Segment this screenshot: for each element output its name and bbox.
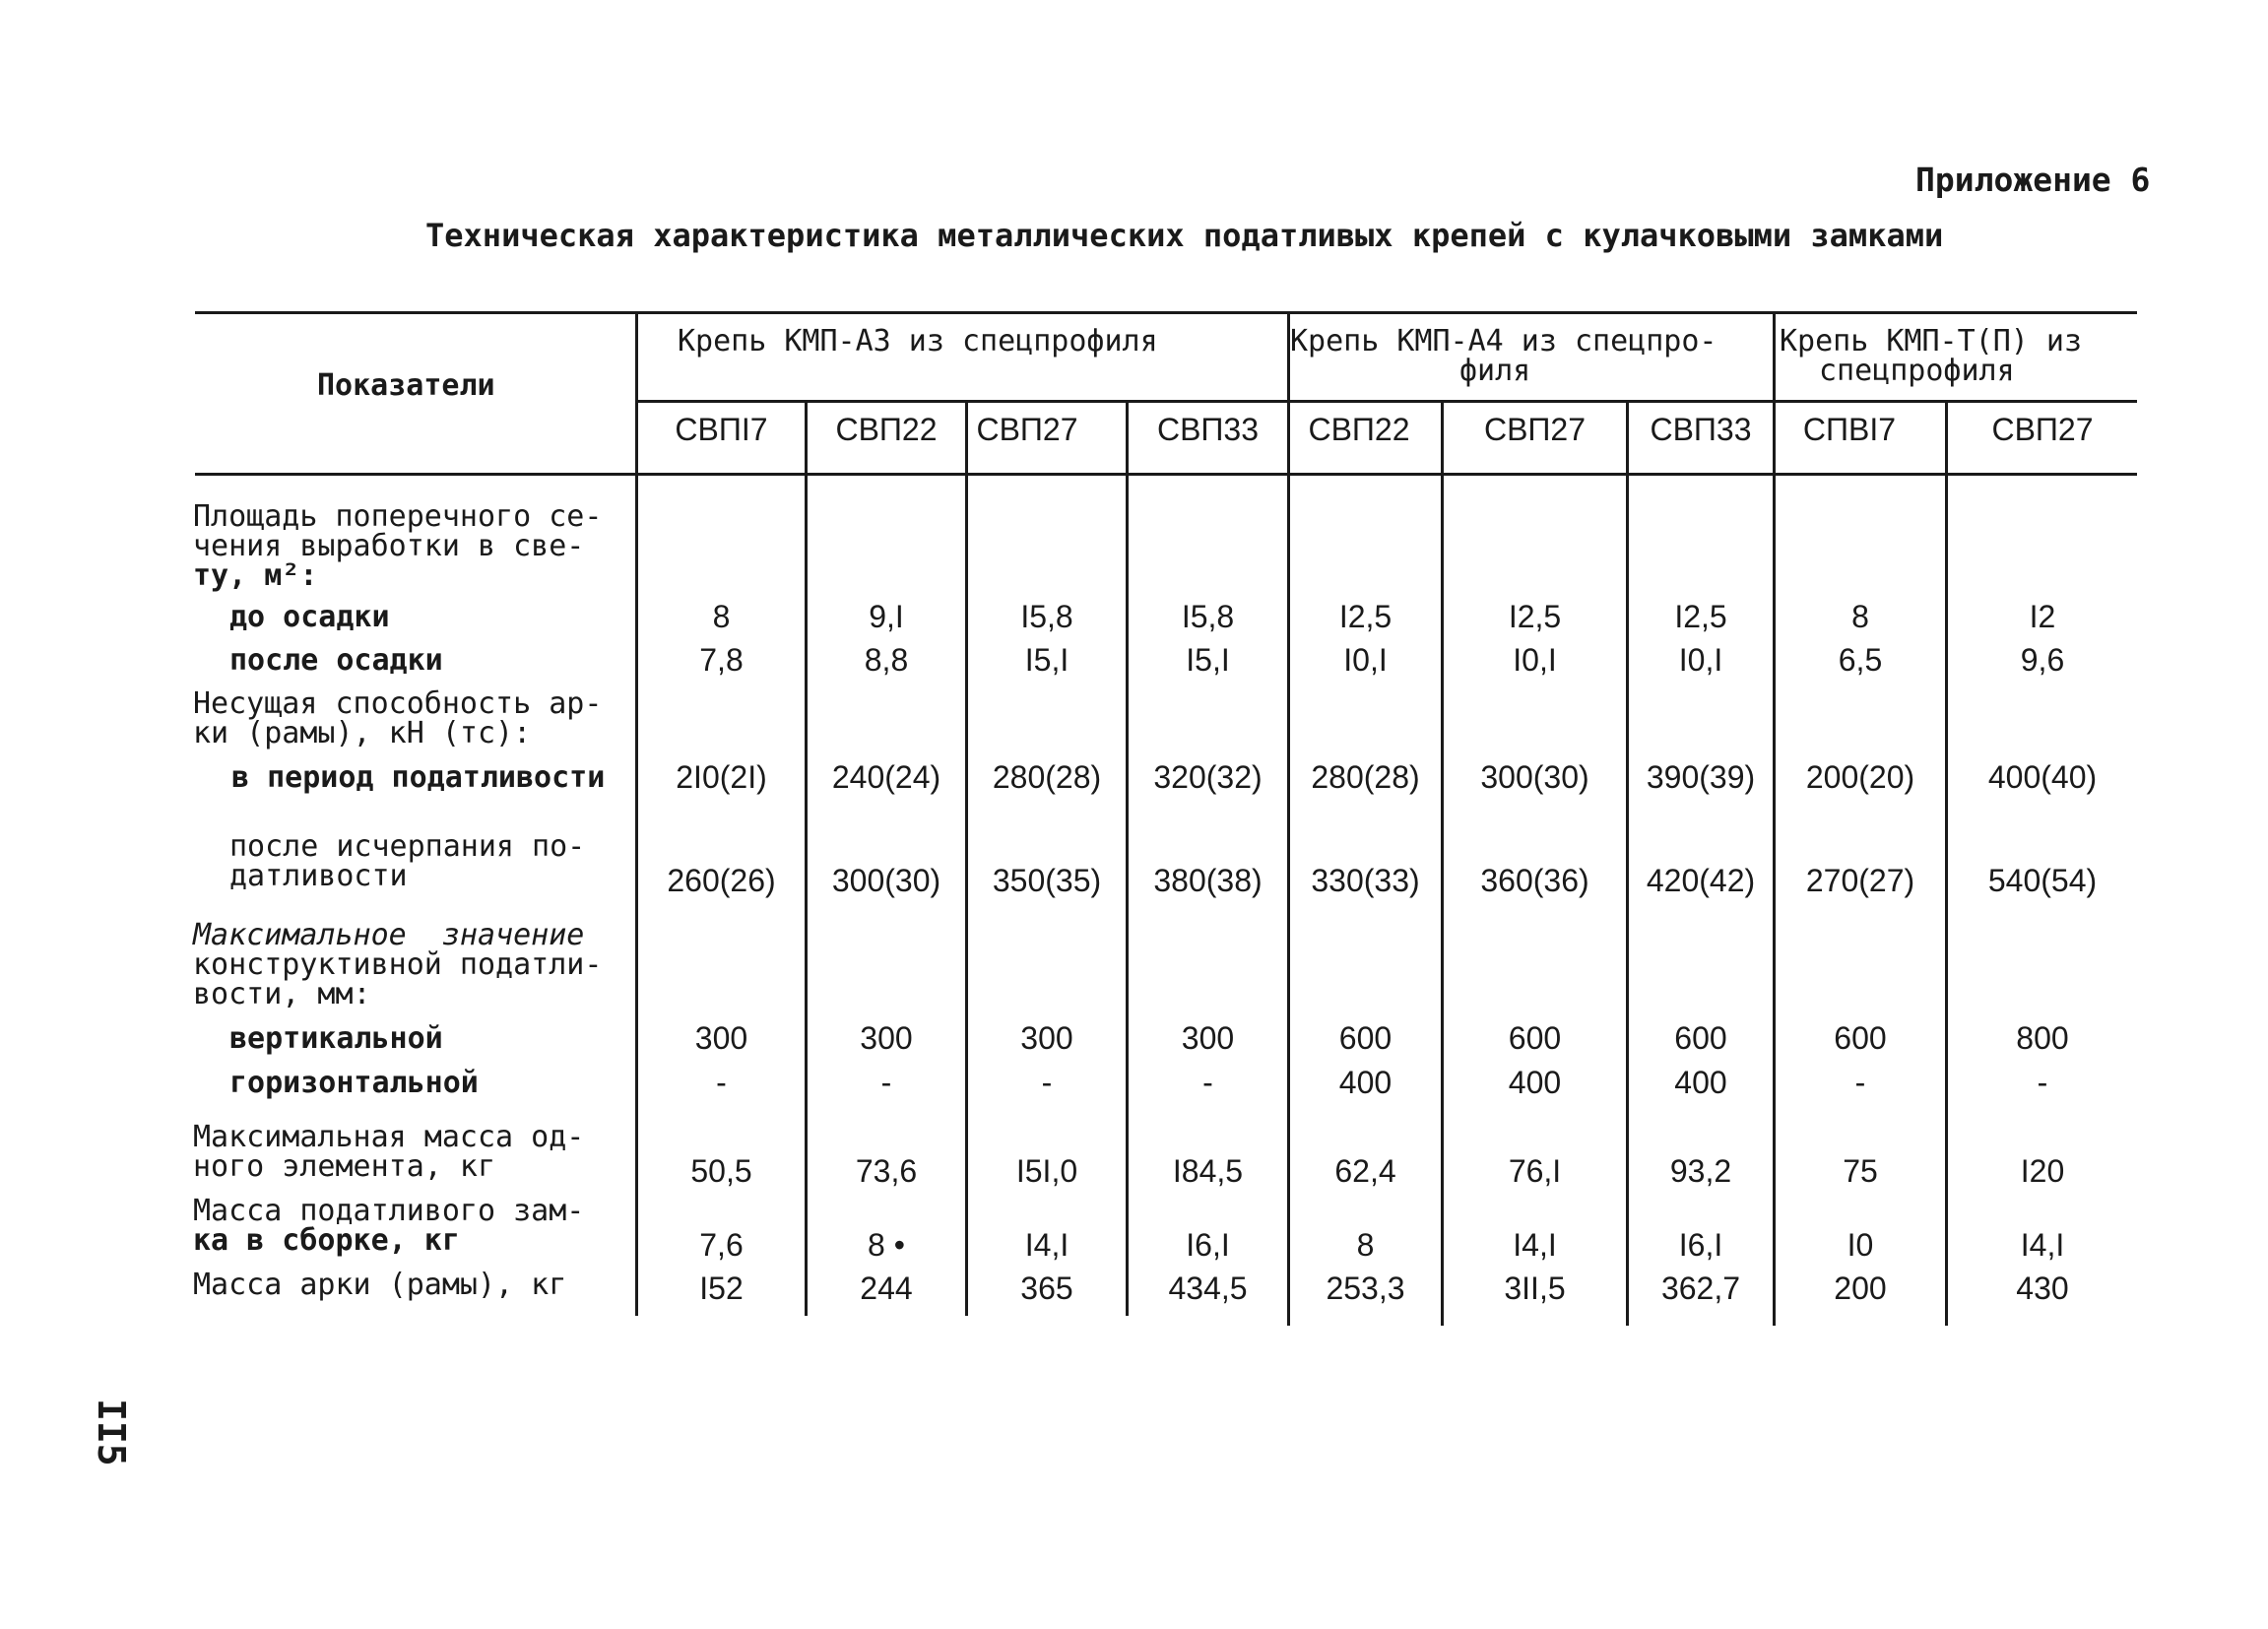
row-label: после осадки [229, 643, 443, 678]
table-cell: 365 [1020, 1271, 1073, 1306]
row-label: до осадки [229, 600, 390, 634]
table-cell: 9,6 [2020, 642, 2065, 678]
table-cell: 400 [1674, 1065, 1727, 1100]
table-cell: I2 [2029, 599, 2056, 634]
table-cell: 600 [1674, 1020, 1727, 1056]
table-cell: I2,5 [1508, 599, 1562, 634]
table-cell: I6,I [1678, 1227, 1723, 1263]
table-cell: 400 [1338, 1065, 1393, 1100]
row-label: Масса податливого зам- [193, 1194, 585, 1228]
col-divider [1441, 400, 1444, 1326]
table-cell: 300 [1020, 1020, 1073, 1056]
table-cell: I4,I [1024, 1227, 1069, 1263]
table-cell: 75 [1843, 1153, 1878, 1189]
table-cell: 320(32) [1153, 759, 1263, 795]
row-label: Площадь поперечного се- [193, 499, 603, 534]
row-label: после исчерпания по- [229, 829, 586, 864]
table-cell: 8 [712, 599, 731, 634]
table-cell: 600 [1834, 1020, 1887, 1056]
table-cell: - [1041, 1065, 1053, 1100]
table-cell: 300 [860, 1020, 913, 1056]
table-cell: 390(39) [1646, 759, 1756, 795]
table-cell: 3II,5 [1504, 1271, 1566, 1306]
table-cell: 8 • [868, 1227, 905, 1263]
table-cell: 270(27) [1805, 863, 1915, 898]
table-cell: I5,8 [1181, 599, 1235, 634]
column-header: СВП27 [1991, 412, 2094, 447]
row-label: датливости [229, 859, 408, 893]
table-cell: I5I,0 [1015, 1153, 1078, 1189]
table-cell: 8 [1356, 1227, 1375, 1263]
table-cell: 50,5 [690, 1153, 752, 1189]
table-cell: I4,I [1513, 1227, 1557, 1263]
table-cell: 62,4 [1334, 1153, 1396, 1189]
table-cell: 200 [1834, 1271, 1887, 1306]
table-cell: I52 [699, 1271, 744, 1306]
table-cell: 2I0(2I) [676, 759, 767, 795]
table-cell: - [1854, 1065, 1866, 1100]
row-label: вертикальной [229, 1021, 443, 1056]
table-cell: 93,2 [1669, 1153, 1732, 1189]
group-label-kmp-t: Крепь КМП-Т(П) из [1780, 324, 2083, 358]
table-cell: 200(20) [1805, 759, 1915, 795]
table-cell: 76,I [1508, 1153, 1562, 1189]
row-label: ту, м²: [193, 558, 318, 593]
table-cell: 280(28) [992, 759, 1102, 795]
table-cell: 600 [1338, 1020, 1393, 1056]
row-label: ка в сборке, кг [193, 1223, 460, 1258]
table-cell: I20 [2020, 1153, 2065, 1189]
table-cell: 7,6 [699, 1227, 744, 1263]
table-cell: 7,8 [699, 642, 744, 678]
table-cell: I5,I [1186, 642, 1230, 678]
column-header: СВП27 [1483, 412, 1587, 447]
column-header: СВП22 [835, 412, 938, 447]
col-divider [1626, 400, 1629, 1326]
table-cell: I0,I [1343, 642, 1388, 678]
group-label-kmp-a4-line2: филя [1459, 354, 1531, 388]
row-label: ки (рамы), кН (тс): [193, 716, 532, 750]
table-cell: - [716, 1065, 727, 1100]
table-cell: I0,I [1513, 642, 1557, 678]
table-cell: I84,5 [1172, 1153, 1244, 1189]
row-label: в период податливости [231, 760, 606, 795]
table-cell: 430 [2016, 1271, 2069, 1306]
column-header: СВП22 [1308, 412, 1410, 447]
table-cell: 800 [2016, 1020, 2069, 1056]
table-cell: 400 [1508, 1065, 1562, 1100]
table-cell: I2,5 [1338, 599, 1393, 634]
row-label: горизонтальной [229, 1066, 479, 1100]
row-label: Максимальное значение [193, 918, 585, 952]
row-header-label: Показатели [317, 368, 495, 403]
table-cell: 350(35) [992, 863, 1102, 898]
table-cell: I0,I [1678, 642, 1723, 678]
col-divider [1945, 400, 1948, 1326]
group-label-kmp-t-line2: спецпрофиля [1819, 354, 2015, 388]
table-cell: - [1202, 1065, 1213, 1100]
table-cell: 330(33) [1311, 863, 1420, 898]
table-cell: I6,I [1186, 1227, 1230, 1263]
table-cell: 380(38) [1153, 863, 1263, 898]
table-cell: - [880, 1065, 892, 1100]
column-header: СВПI7 [675, 412, 768, 447]
table-cell: 362,7 [1660, 1271, 1741, 1306]
table-cell: 300(30) [831, 863, 941, 898]
table-cell: 420(42) [1646, 863, 1756, 898]
column-header: СВП33 [1650, 412, 1752, 447]
table-cell: 253,3 [1326, 1271, 1405, 1306]
group-divider-rule [637, 400, 2137, 403]
row-label: чения выработки в све- [193, 529, 585, 563]
table-cell: 400(40) [1987, 759, 2098, 795]
table-cell: 260(26) [667, 863, 776, 898]
table-cell: 8 [1851, 599, 1869, 634]
table-cell: 240(24) [831, 759, 941, 795]
row-label: Масса арки (рамы), кг [193, 1268, 567, 1302]
group-label-kmp-a3: Крепь КМП-А3 из спецпрофиля [678, 324, 1158, 358]
row-label: вости, мм: [193, 977, 371, 1011]
table-cell: 280(28) [1311, 759, 1420, 795]
table-cell: 360(36) [1480, 863, 1589, 898]
table-cell: 8,8 [864, 642, 909, 678]
table-cell: 600 [1508, 1020, 1562, 1056]
table-cell: 244 [860, 1271, 913, 1306]
row-label: конструктивной податли- [193, 947, 603, 982]
table-cell: 300(30) [1480, 759, 1589, 795]
table-cell: 540(54) [1987, 863, 2098, 898]
table-cell: 9,I [869, 599, 904, 634]
appendix-label: Приложение 6 [1915, 161, 2151, 199]
table-cell: 434,5 [1168, 1271, 1248, 1306]
table-top-rule [195, 311, 2137, 314]
column-header: СВП27 [976, 412, 1078, 447]
row-label: Несущая способность ар- [193, 686, 603, 721]
page-number: II5 [90, 1399, 133, 1466]
page-title: Техническая характеристика металлических податливых крепей с кулачковыми замками [425, 217, 1944, 254]
table-cell: 300 [694, 1020, 748, 1056]
group-label-kmp-a4: Крепь КМП-А4 из спецпро- [1290, 324, 1717, 358]
table-cell: 300 [1181, 1020, 1235, 1056]
table-cell: I4,I [2020, 1227, 2065, 1263]
column-header: СПВI7 [1802, 412, 1897, 447]
table-cell: I5,I [1024, 642, 1069, 678]
header-bottom-rule [195, 473, 2137, 476]
table-cell: 6,5 [1838, 642, 1883, 678]
column-header: СВП33 [1156, 412, 1260, 447]
table-cell: I5,8 [1020, 599, 1073, 634]
row-label: Максимальная масса од- [193, 1120, 585, 1154]
table-cell: 73,6 [855, 1153, 918, 1189]
table-cell: I0 [1847, 1227, 1874, 1263]
row-label: ного элемента, кг [193, 1149, 496, 1184]
table-cell: - [2037, 1065, 2048, 1100]
table-cell: I2,5 [1674, 599, 1727, 634]
